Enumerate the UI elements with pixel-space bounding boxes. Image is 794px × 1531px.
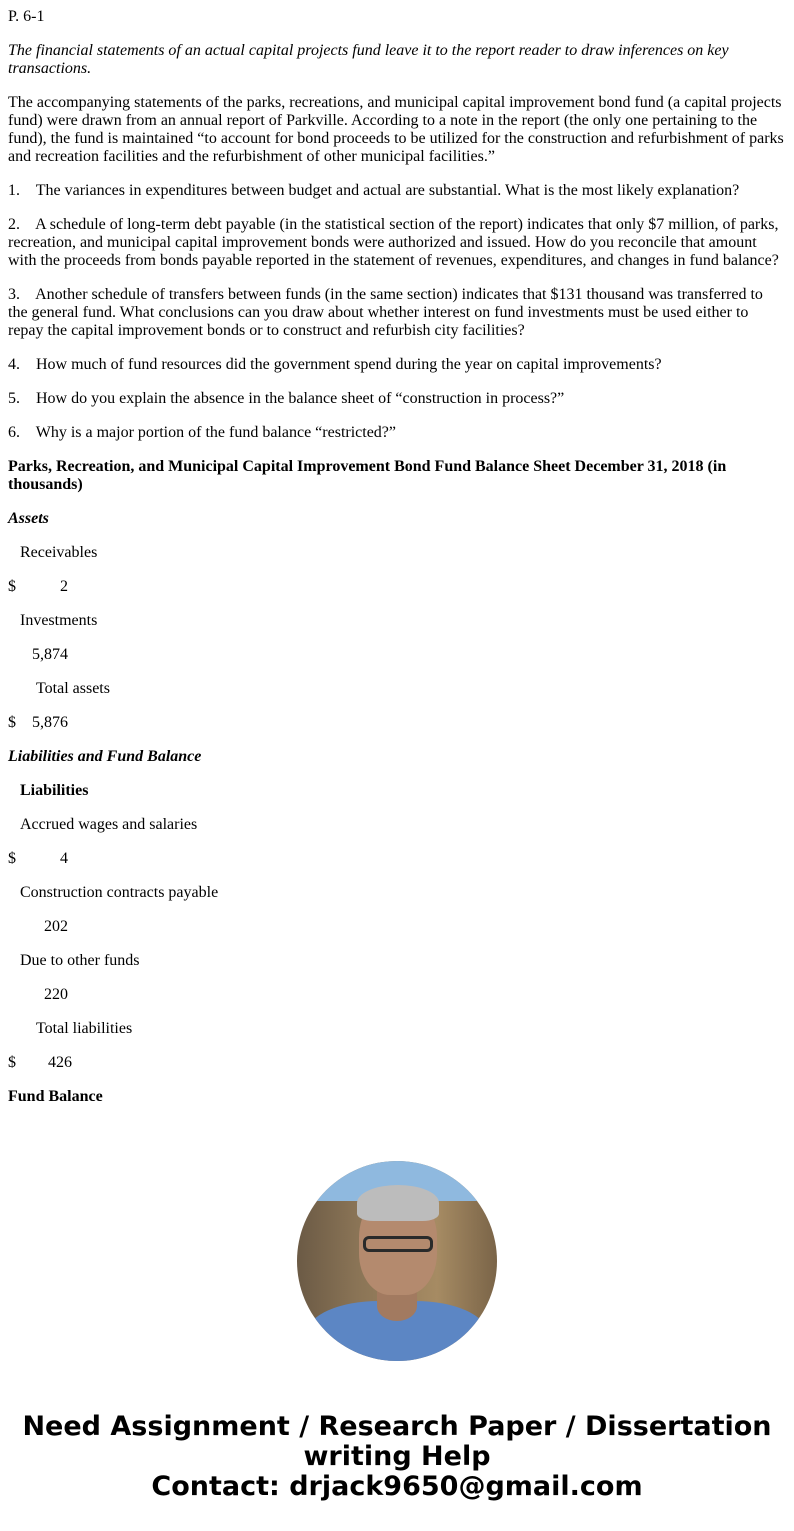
liab-fb-heading-text: Liabilities and Fund Balance bbox=[8, 748, 202, 765]
construction-value: 202 bbox=[8, 918, 68, 935]
receivables-label: Receivables bbox=[8, 544, 98, 561]
fund-balance-heading-text: Fund Balance bbox=[8, 1088, 103, 1105]
banner-contact-email: Contact: drjack9650@gmail.com bbox=[151, 1471, 643, 1502]
contact-banner bbox=[0, 1412, 794, 1502]
author-avatar bbox=[297, 1161, 497, 1361]
total-assets-value: $ 5,876 bbox=[8, 714, 68, 731]
liabilities-heading bbox=[8, 782, 786, 800]
assets-heading bbox=[8, 510, 786, 528]
banner-line-1: Need Assignment / Research Paper / Dissertation writing Help bbox=[22, 1411, 772, 1472]
question-2: 2. A schedule of long-term debt payable (in the statistical section of the report) indicates that only $7 million, of parks, recreation, and municipal capital improvement bonds were authorized and issued. How do you reconcile that amount with the proceeds from bonds payable reported in the statement of revenues, expenditures, and changes in fund balance? bbox=[8, 216, 783, 269]
construction-label: Construction contracts payable bbox=[8, 884, 219, 901]
balance-sheet-title-text: Parks, Recreation, and Municipal Capital Improvement Bond Fund Balance Sheet December 31, 2018 (in thousands) bbox=[8, 458, 727, 493]
investments-label: Investments bbox=[8, 612, 98, 629]
intro-italic bbox=[8, 42, 786, 78]
accrued-value: $ 4 bbox=[8, 850, 68, 867]
fund-balance-heading bbox=[8, 1088, 786, 1106]
total-liabilities-value: $ 426 bbox=[8, 1054, 72, 1071]
liab-fb-heading bbox=[8, 748, 786, 766]
liabilities-heading-text: Liabilities bbox=[8, 782, 89, 799]
due-label: Due to other funds bbox=[8, 952, 140, 969]
accrued-label: Accrued wages and salaries bbox=[8, 816, 198, 833]
intro-paragraph: The accompanying statements of the parks, recreations, and municipal capital improvement bond fund (a capital projects fund) were drawn from an annual report of Parkville. According to a note in the report (the only one pertaining to the fund), the fund is maintained “to account for bond proceeds to be utilized for the construction and refurbishment of parks and recreation facilities and the refurbishment of other municipal facilities.” bbox=[8, 94, 784, 165]
question-1: 1. The variances in expenditures between budget and actual are substantial. What is the most likely explanation? bbox=[8, 182, 740, 199]
assets-heading-text: Assets bbox=[8, 510, 49, 527]
investments-value: 5,874 bbox=[8, 646, 68, 663]
balance-sheet-title bbox=[8, 458, 786, 494]
due-value: 220 bbox=[8, 986, 68, 1003]
question-4: 4. How much of fund resources did the government spend during the year on capital improvements? bbox=[8, 356, 662, 373]
document-body bbox=[0, 8, 794, 1106]
question-6: 6. Why is a major portion of the fund balance “restricted?” bbox=[8, 424, 397, 441]
total-liabilities-label: Total liabilities bbox=[8, 1020, 133, 1037]
intro-italic-text: The financial statements of an actual capital projects fund leave it to the report reader to draw inferences on key transactions. bbox=[8, 42, 729, 77]
question-5: 5. How do you explain the absence in the balance sheet of “construction in process?” bbox=[8, 390, 565, 407]
receivables-value: $ 2 bbox=[8, 578, 68, 595]
total-assets-label: Total assets bbox=[8, 680, 110, 697]
problem-id: P. 6-1 bbox=[8, 8, 45, 25]
question-3: 3. Another schedule of transfers between funds (in the same section) indicates that $131 thousand was transferred to the general fund. What conclusions can you draw about whether interest on fund investments must be used either to repay the capital improvement bonds or to construct and refurbish city facilities? bbox=[8, 286, 767, 339]
